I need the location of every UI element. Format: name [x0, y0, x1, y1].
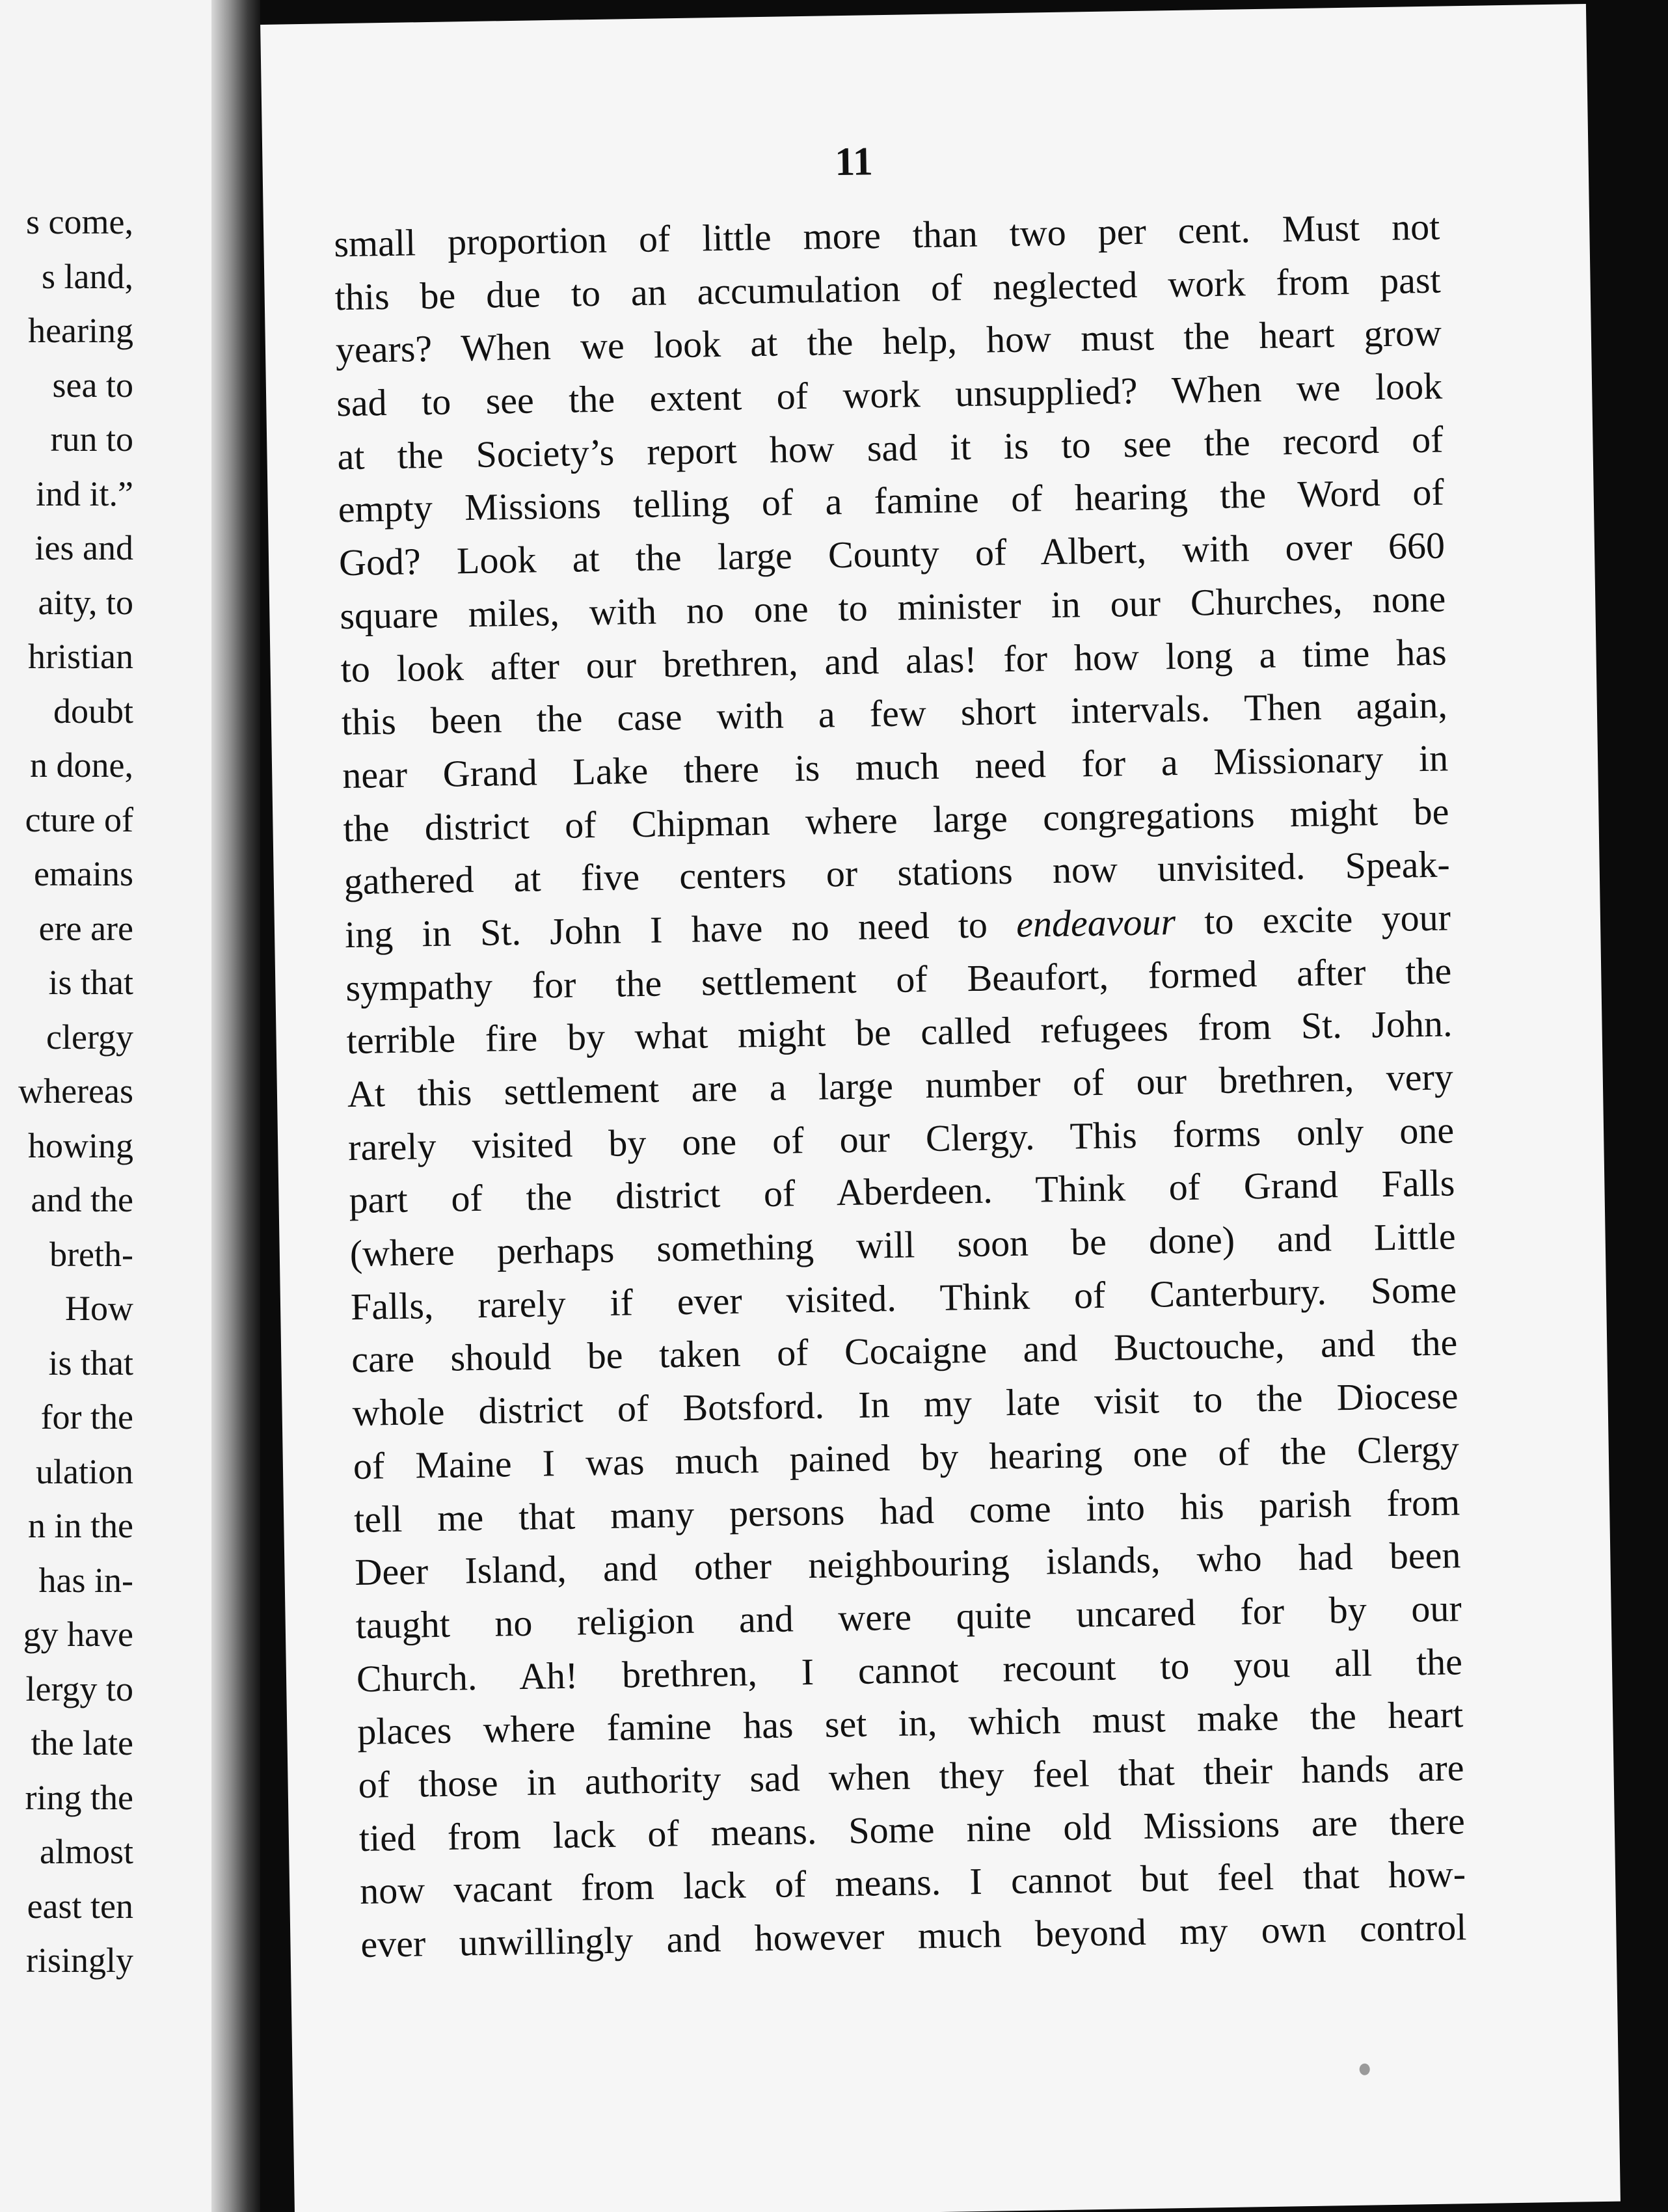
previous-page-line: ring the — [25, 1777, 133, 1817]
previous-page-line: run to — [50, 420, 133, 459]
text-line: this been the case with a few short intervals. Then again, — [341, 683, 1448, 744]
text-line: Deer Island, and other neighbouring islands, who had been — [354, 1533, 1461, 1594]
text-line: rarely visited by one of our Clergy. This forms only one — [347, 1109, 1455, 1168]
text-line: ever unwillingly and however much beyond my own control — [360, 1906, 1467, 1965]
previous-page-line: is that — [48, 963, 133, 1002]
previous-page-line: has in- — [38, 1560, 133, 1600]
text-line: Church. Ah! brethren, I cannot recount to you all the — [356, 1639, 1463, 1700]
previous-page-line: ere are — [38, 908, 133, 948]
previous-page-line: howing — [28, 1126, 133, 1165]
previous-page-line: doubt — [53, 691, 133, 731]
previous-page-text — [0, 195, 133, 1988]
text-line: the district of Chipman where large congregations might be — [343, 790, 1449, 850]
previous-page-line: the late — [31, 1723, 133, 1762]
page-number: 11 — [834, 139, 874, 185]
previous-page-line: ind it.” — [36, 474, 133, 513]
previous-page-line: risingly — [25, 1941, 133, 1980]
current-page — [260, 4, 1621, 2212]
text-line: God? Look at the large County of Albert, with over 660 — [338, 524, 1446, 584]
book-gutter-shadow — [211, 0, 260, 2212]
previous-page-line: aity, to — [38, 582, 133, 622]
text-line: sad to see the extent of work unsupplied? When we look — [336, 364, 1443, 425]
text-line: care should be taken of Cocaigne and Buctouche, and the — [351, 1321, 1458, 1381]
previous-page-line: ulation — [36, 1451, 133, 1491]
text-line: gathered at five centers or stations now unvisited. Speak- — [343, 843, 1451, 903]
text-line: at the Society’s report how sad it is to see the record of — [337, 418, 1444, 478]
previous-page-line: s come, — [26, 202, 133, 241]
text-line: small proportion of little more than two per cent. Must not — [333, 205, 1440, 265]
previous-page-line: and the — [31, 1180, 133, 1219]
text-line: of Maine I was much pained by hearing one of the Clergy — [353, 1427, 1460, 1487]
previous-page-line: hristian — [28, 637, 133, 676]
text-line: of those in authority sad when they feel that their hands are — [358, 1746, 1464, 1806]
previous-page-line: s land, — [42, 256, 133, 296]
italic-word: endeavour — [1016, 900, 1176, 945]
previous-page-line: almost — [40, 1832, 133, 1871]
text-line: square miles, with no one to minister in our Churches, none — [339, 577, 1446, 638]
previous-page-line: whereas — [18, 1072, 133, 1111]
previous-page-line: ies and — [34, 528, 133, 567]
previous-page-line: sea to — [52, 365, 133, 405]
previous-page-line: n in the — [28, 1506, 133, 1545]
previous-page-line: lergy to — [25, 1669, 133, 1708]
text-line: At this settlement are a large number of our brethren, very — [347, 1055, 1454, 1116]
previous-page-line: breth- — [49, 1234, 133, 1274]
text-line: Falls, rarely if ever visited. Think of Canterbury. Some — [350, 1268, 1457, 1328]
text-line: (where perhaps something will soon be done) and Little — [349, 1215, 1457, 1275]
text-line: empty Missions telling of a famine of hearing the Word of — [338, 470, 1445, 531]
text-line: this be due to an accumulation of neglected work from past — [334, 258, 1442, 318]
text-line: tell me that many persons had come into his parish from — [353, 1480, 1460, 1541]
previous-page-line: gy have — [23, 1615, 133, 1654]
page-body-text — [334, 200, 1467, 1971]
text-line: terrible fire by what might be called refugees from St. John. — [346, 1002, 1453, 1062]
text-line: now vacant from lack of means. I cannot but feel that how- — [359, 1852, 1466, 1913]
text-line: taught no religion and were quite uncared for by our — [355, 1587, 1462, 1647]
previous-page-line: east ten — [27, 1886, 133, 1926]
dust-speck — [1360, 2064, 1370, 2075]
text-line: tied from lack of means. Some nine old Missions are there — [358, 1799, 1466, 1859]
text-line: to look after our brethren, and alas! for how long a time has — [340, 630, 1447, 690]
previous-page-line: How — [65, 1289, 133, 1328]
previous-page-line: is that — [48, 1343, 133, 1382]
previous-page-line: clergy — [46, 1017, 133, 1057]
text-line: part of the district of Aberdeen. Think of Grand Falls — [349, 1161, 1455, 1222]
text-line: sympathy for the settlement of Beaufort, formed after the — [345, 949, 1452, 1009]
text-line: near Grand Lake there is much need for a Missionary in — [342, 736, 1449, 797]
text-line: ing in St. John I have no need to endeavour to excite your — [344, 896, 1451, 956]
text-line: years? When we look at the help, how must the heart grow — [335, 311, 1442, 371]
previous-page-line: cture of — [25, 800, 133, 839]
previous-page-line: hearing — [28, 311, 133, 350]
previous-page-line: emains — [34, 854, 133, 893]
previous-page-edge — [0, 0, 211, 2212]
text-line: places where famine has set in, which must make the heart — [356, 1693, 1464, 1753]
previous-page-line: n done, — [30, 746, 133, 785]
text-line: whole district of Botsford. In my late visit to the Diocese — [352, 1374, 1459, 1435]
previous-page-line: for the — [40, 1397, 133, 1436]
